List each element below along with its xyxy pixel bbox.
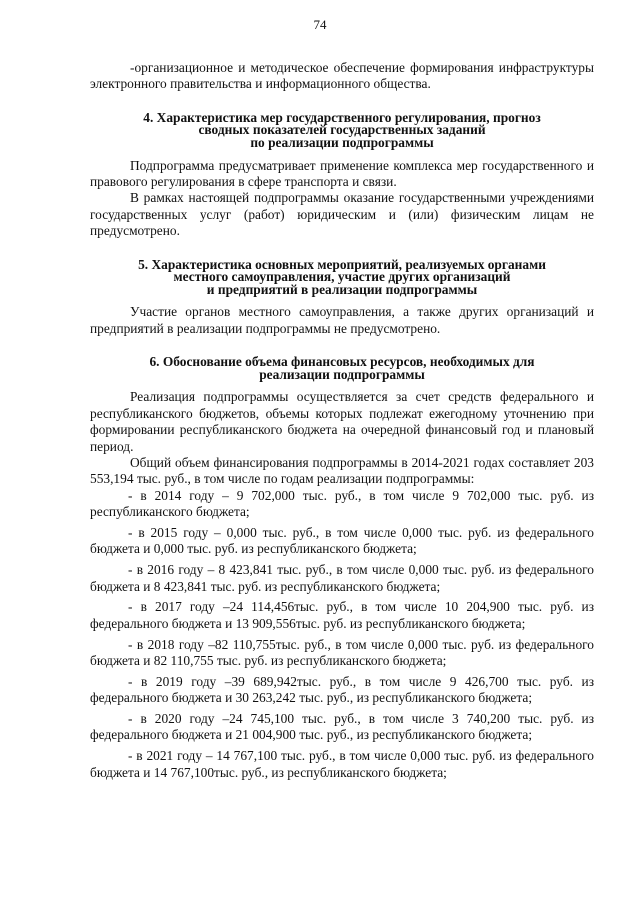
heading-line: 4. Характеристика мер государственного регулирования, прогноз <box>143 109 541 125</box>
section-6-paragraph: Реализация подпрограммы осуществляется за счет средств федерального и республиканского бюджетов, объемы которых подлежат ежегодному уточнению при формировании республиканского бюджета на очередной финансовый год и плановый период. <box>90 389 594 454</box>
heading-line: и предприятий в реализации подпрограммы <box>206 281 478 297</box>
funding-by-year-list <box>90 488 594 781</box>
section-5-heading <box>90 256 594 297</box>
section-4-paragraph: В рамках настоящей подпрограммы оказание государственными учреждениями государственных услуг (работ) юридическим и (или) физическим лицам не предусмотрено. <box>90 190 594 239</box>
page-number: 74 <box>313 17 327 32</box>
heading-line: сводных показателей государственных заданий <box>198 122 486 138</box>
heading-line: местного самоуправления, участие других организаций <box>173 269 511 285</box>
funding-year-item: - в 2015 году – 0,000 тыс. руб., в том числе 0,000 тыс. руб. из федерального бюджета и 0,000 тыс. руб. из республиканского бюджета; <box>90 525 594 557</box>
funding-year-item: - в 2017 году –24 114,456тыс. руб., в том числе 10 204,900 тыс. руб. из федерального бюджета и 13 909,556тыс. руб. из республиканского бюджета; <box>90 599 594 631</box>
funding-year-item: - в 2016 году – 8 423,841 тыс. руб., в том числе 0,000 тыс. руб. из федерального бюджета и 8 423,841 тыс. руб. из республиканского бюджета; <box>90 562 594 594</box>
funding-year-item: - в 2014 году – 9 702,000 тыс. руб., в том числе 9 702,000 тыс. руб. из республиканского бюджета; <box>90 487 594 520</box>
intro-paragraph: -организационное и методическое обеспечение формирования инфраструктуры электронного правительства и информационного общества. <box>90 60 594 92</box>
heading-line: по реализации подпрограммы <box>250 135 434 150</box>
heading-line: 6. Обоснование объема финансовых ресурсов, необходимых для <box>149 354 535 370</box>
heading-line: реализации подпрограммы <box>259 366 425 382</box>
document-body <box>90 60 594 781</box>
section-5-paragraph: Участие органов местного самоуправления, а также других организаций и предприятий в реализации подпрограммы не предусмотрено. <box>90 304 594 336</box>
funding-year-item: - в 2019 году –39 689,942тыс. руб., в том числе 9 426,700 тыс. руб. из федерального бюджета и 30 263,242 тыс. руб., из республиканского бюджета; <box>90 673 594 706</box>
funding-year-item: - в 2020 году –24 745,100 тыс. руб., в том числе 3 740,200 тыс. руб. из федерального бюджета и 21 004,900 тыс. руб., из республиканского бюджета; <box>90 711 594 743</box>
section-6-heading <box>90 356 594 381</box>
section-4-paragraph: Подпрограмма предусматривает применение комплекса мер государственного и правового регулирования в сфере транспорта и связи. <box>90 157 594 189</box>
funding-year-item: - в 2021 году – 14 767,100 тыс. руб., в том числе 0,000 тыс. руб. из федерального бюджета и 14 767,100тыс. руб., из республиканского бюджета; <box>90 748 594 780</box>
heading-line: 5. Характеристика основных мероприятий, реализуемых органами <box>138 256 546 272</box>
section-4-heading <box>90 109 594 150</box>
section-6-paragraph: Общий объем финансирования подпрограммы в 2014-2021 годах составляет 203 553,194 тыс. руб., в том числе по годам реализации подпрограммы: <box>90 455 594 487</box>
funding-year-item: - в 2018 году –82 110,755тыс. руб., в том числе 0,000 тыс. руб. из федерального бюджета и 82 110,755 тыс. руб. из республиканского бюджета; <box>90 636 594 669</box>
